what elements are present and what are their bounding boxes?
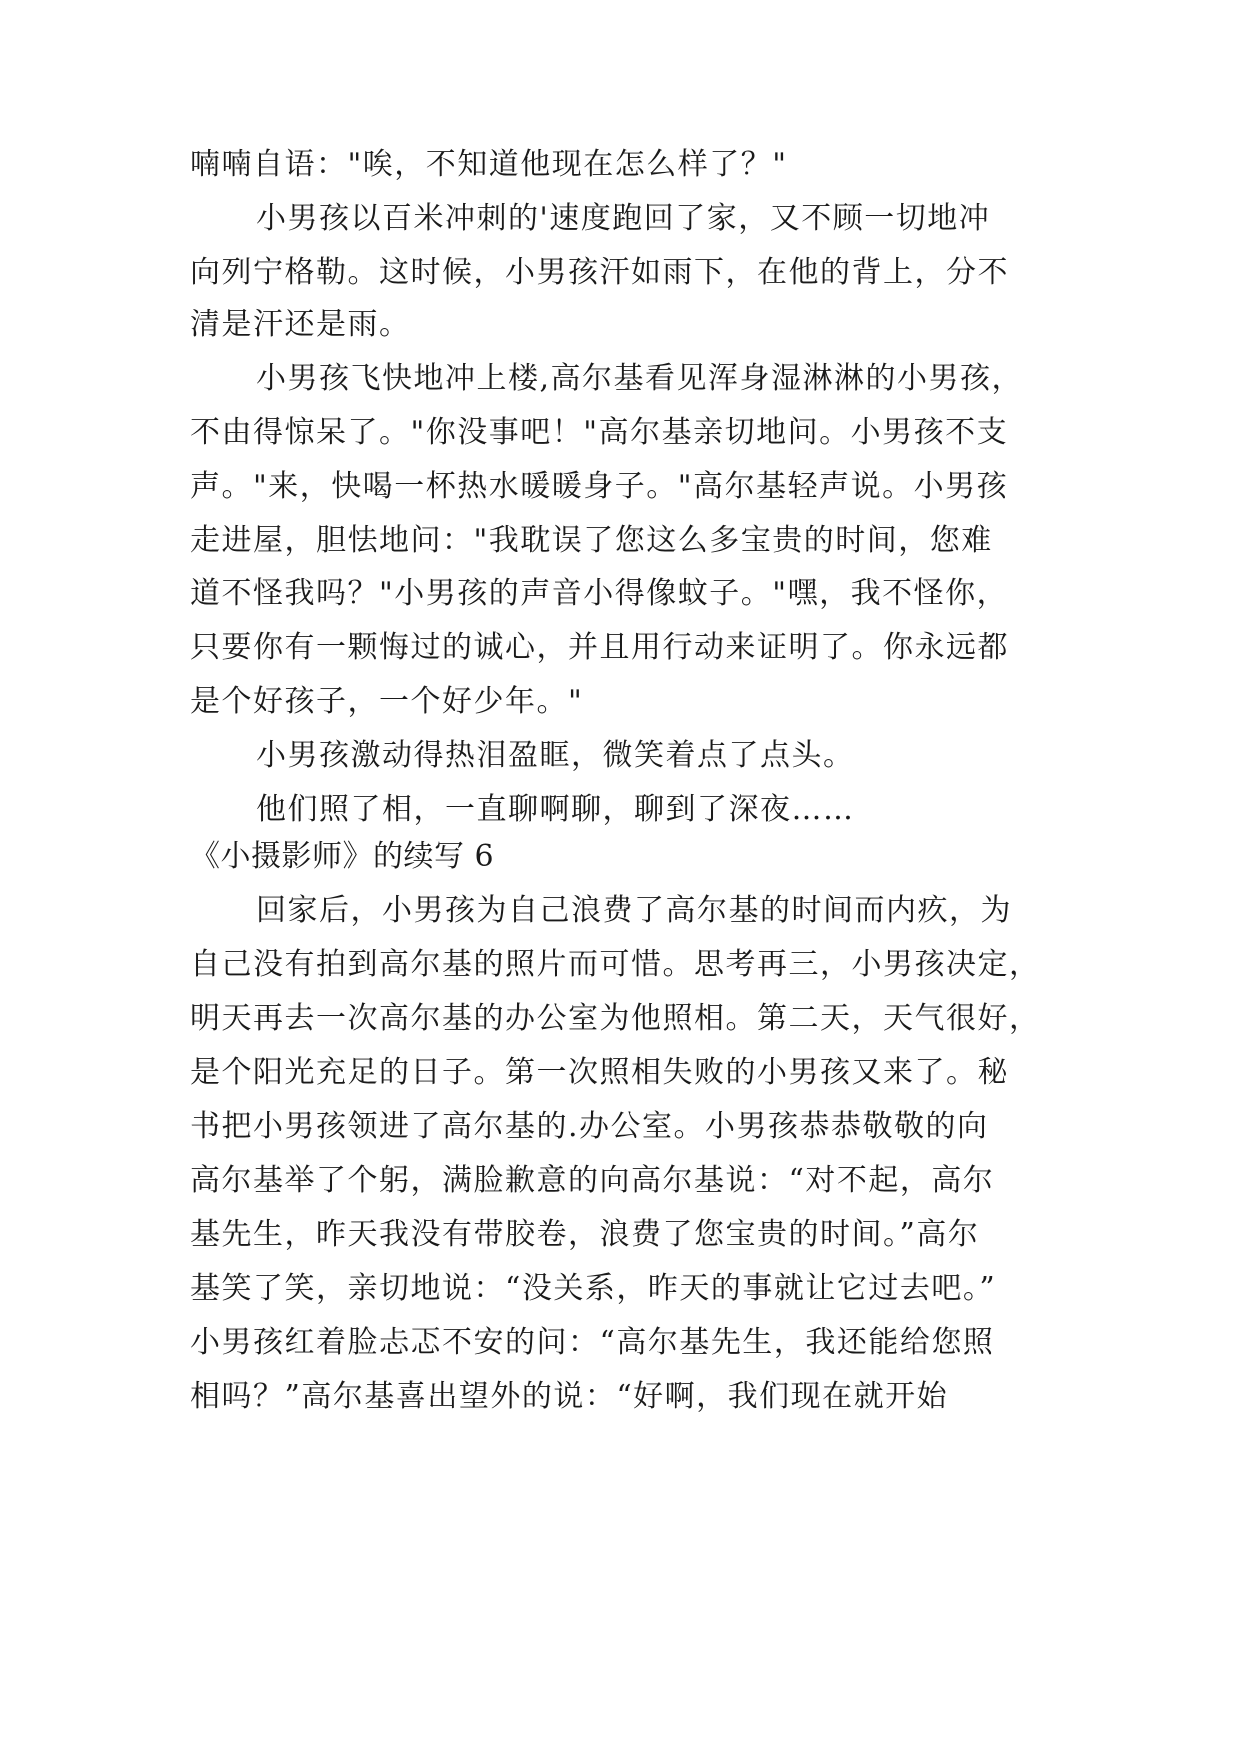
text-line: 基笑了笑，亲切地说：“没关系，昨天的事就让它过去吧。” xyxy=(190,1271,997,1306)
text-line: 基先生，昨天我没有带胶卷，浪费了您宝贵的时间。”高尔 xyxy=(190,1217,980,1252)
text-line: 走进屋，胆怯地问："我耽误了您这么多宝贵的时间，您难 xyxy=(190,523,993,558)
section-heading: 《小摄影师》的续写 6 xyxy=(190,839,495,874)
text-line: 不由得惊呆了。"你没事吧！"高尔基亲切地问。小男孩不支 xyxy=(190,415,1009,450)
text-line: 是个阳光充足的日子。第一次照相失败的小男孩又来了。秘 xyxy=(190,1055,1009,1090)
text-line: 是个好孩子，一个好少年。" xyxy=(190,684,584,719)
paragraph-start-line: 他们照了相，一直聊啊聊，聊到了深夜…… xyxy=(256,792,855,827)
paragraph-start-line: 回家后，小男孩为自己浪费了高尔基的时间而内疚，为 xyxy=(256,893,1012,928)
text-line: 只要你有一颗悔过的诚心，并且用行动来证明了。你永远都 xyxy=(190,630,1009,665)
paragraph-start-line: 小男孩以百米冲刺的'速度跑回了家，又不顾一切地冲 xyxy=(256,201,991,236)
text-line: 相吗？”高尔基喜出望外的说：“好啊，我们现在就开始 xyxy=(190,1379,949,1414)
text-line: 自己没有拍到高尔基的照片而可惜。思考再三，小男孩决定， xyxy=(190,947,1041,982)
text-line: 清是汗还是雨。 xyxy=(190,307,411,342)
text-line: 书把小男孩领进了高尔基的.办公室。小男孩恭恭敬敬的向 xyxy=(190,1109,989,1144)
text-line: 高尔基举了个躬，满脸歉意的向高尔基说：“对不起，高尔 xyxy=(190,1163,995,1198)
paragraph-start-line: 小男孩激动得热泪盈眶，微笑着点了点头。 xyxy=(256,738,855,773)
text-line: 喃喃自语："唉，不知道他现在怎么样了？" xyxy=(190,147,788,182)
paragraph-start-line: 小男孩飞快地冲上楼,高尔基看见浑身湿淋淋的小男孩， xyxy=(256,361,1024,396)
text-line: 向列宁格勒。这时候，小男孩汗如雨下，在他的背上，分不 xyxy=(190,255,1009,290)
text-line: 声。"来，快喝一杯热水暖暖身子。"高尔基轻声说。小男孩 xyxy=(190,469,1009,504)
text-line: 道不怪我吗？"小男孩的声音小得像蚊子。"嘿，我不怪你， xyxy=(190,576,1009,611)
text-line: 明天再去一次高尔基的办公室为他照相。第二天，天气很好， xyxy=(190,1001,1041,1036)
text-line: 小男孩红着脸忐忑不安的问：“高尔基先生，我还能给您照 xyxy=(190,1325,995,1360)
